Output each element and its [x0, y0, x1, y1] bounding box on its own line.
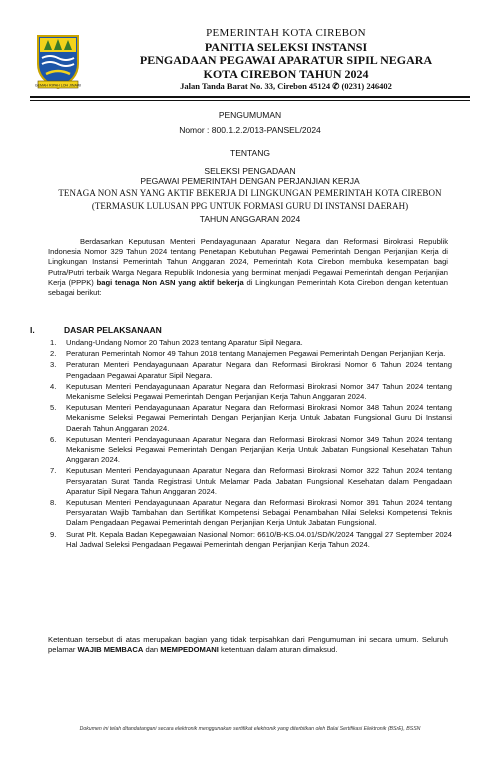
announcement-number: Nomor : 800.1.2.2/013-PANSEL/2024 — [179, 125, 321, 135]
list-item: 1. Undang-Undang Nomor 20 Tahun 2023 tentang Aparatur Sipil Negara. — [50, 338, 303, 347]
list-item: 2. Peraturan Pemerintah Nomor 49 Tahun 2018 tentang Manajemen Pegawai Pemerintah Dengan Perjanjian Kerja. — [50, 349, 446, 359]
svg-text:GEMAH RIPAH LOH JINAWI: GEMAH RIPAH LOH JINAWI — [34, 83, 82, 88]
about-label: TENTANG — [230, 148, 270, 158]
subject-line-5: TAHUN ANGGARAN 2024 — [199, 214, 301, 224]
list-item: 5. Keputusan Menteri Pendayagunaan Aparatur Negara dan Reformasi Birokrasi Nomor 348 Tahun 2024 tentang Mekanisme Seleksi Pegawai Pemerintah Dengan Perjanjian Kerja Untuk Jabatan Fungsional Guru Di Instansi Daerah Tahun Anggaran 2024. — [50, 403, 452, 433]
letterhead-city-year: KOTA CIREBON TAHUN 2024 — [203, 67, 369, 81]
subject-line-2: PEGAWAI PEMERINTAH DENGAN PERJANJIAN KERJA — [140, 176, 360, 186]
letterhead-government: PEMERINTAH KOTA CIREBON — [206, 27, 366, 39]
announcement-label: PENGUMUMAN — [218, 110, 282, 120]
subject-line-1: SELEKSI PENGADAAN — [204, 166, 296, 176]
list-item: 9. Surat Plt. Kepala Badan Kepegawaian Nasional Nomor: 6610/B-KS.04.01/SD/K/2024 Tanggal 27 September 2024 Hal Jadwal Seleksi Pengadaan Pegawai Pemerintah dengan Perjanjian Kerja Tahun 2024. — [50, 529, 452, 549]
letterhead-committee: PANITIA SELEKSI INSTANSI — [204, 40, 368, 54]
section-heading — [30, 325, 162, 335]
closing-paragraph: Ketentuan tersebut di atas merupakan bagian yang tidak terpisahkan dari Pengumuman ini secara umum. Seluruh pelamar WAJIB MEMBACA dan MEMPEDOMANI ketentuan dalam aturan dimaksud. — [48, 635, 448, 655]
letterhead-address: Jalan Tanda Barat No. 33, Cirebon 45124 ✆ (0231) 246402 — [180, 81, 392, 91]
letterhead-divider-thick — [30, 96, 470, 98]
section-title: DASAR PELAKSANAAN — [64, 325, 162, 335]
list-item: 6. Keputusan Menteri Pendayagunaan Aparatur Negara dan Reformasi Birokrasi Nomor 349 Tahun 2024 tentang Mekanisme Seleksi Pegawai Pemerintah Dengan Perjanjian Kerja Untuk Jabatan Fungsional Kesehatan Tahun Anggaran 2024. — [50, 434, 452, 465]
intro-paragraph: Berdasarkan Keputusan Menteri Pendayagunaan Aparatur Negara dan Reformasi Birokrasi Republik Indonesia Nomor 329 Tahun 2024 tentang Penetapan Kebutuhan Pegawai Pemerintah Dengan Perjanjian Kerja di Lingkungan Instansi Pemerintah Tahun Anggaran 2024, Pemerintah Kota Cirebon membuka kesempatan bagi Putra/Putri terbaik Warga Negara Republik Indonesia yang berminat menjadi Pegawai Pemerintah dengan Perjanjian Kerja (PPPK) bagi tenaga Non ASN yang aktif bekerja di Lingkungan Pemerintah Kota Cirebon dengan ketentuan sebagai berikut: — [48, 237, 448, 298]
subject-line-4: (TERMASUK LULUSAN PPG UNTUK FORMASI GURU DI INSTANSI DAERAH) — [91, 201, 409, 211]
city-emblem-logo — [34, 30, 82, 90]
list-item: 3. Peraturan Menteri Pendayagunaan Aparatur Negara dan Reformasi Birokrasi Nomor 6 Tahun 2024 tentang Pengadaan Pegawai Aparatur Sipil Negara. — [50, 360, 452, 380]
list-item: 7. Keputusan Menteri Pendayagunaan Aparatur Negara dan Reformasi Birokrasi Nomor 322 Tahun 2024 tentang Persyaratan Surat Tanda Registrasi Untuk Melamar Pada Jabatan Fungsional Kesehatan dalam Pengadaan Aparatur Sipil Negara Tahun Anggaran 2024. — [50, 466, 452, 496]
letterhead-procurement: PENGADAAN PEGAWAI APARATUR SIPIL NEGARA — [139, 53, 433, 67]
electronic-signature-footnote: Dokumen ini telah ditandatangani secara elektronik menggunakan sertifikat elektronik yang diterbitkan oleh Balai Sertifikasi Elektronik (BSrE), BSSN — [79, 726, 421, 732]
subject-line-3: TENAGA NON ASN YANG AKTIF BEKERJA DI LINGKUNGAN PEMERINTAH KOTA CIREBON — [58, 188, 442, 198]
list-item: 8. Keputusan Menteri Pendayagunaan Aparatur Negara dan Reformasi Birokrasi Nomor 391 Tahun 2024 tentang Persyaratan Wajib Tambahan dan Sertifikat Kompetensi Sebagai Penambahan Nilai Seleksi Kompetensi Teknis Dalam Pengadaan Pegawai Pemerintah dengan Perjanjian Kerja Untuk Jabatan Fungsional. — [50, 498, 452, 528]
letterhead-divider-thin — [30, 100, 470, 101]
section-number: I. — [30, 325, 35, 335]
legal-basis-list — [48, 338, 452, 551]
list-item: 4. Keputusan Menteri Pendayagunaan Aparatur Negara dan Reformasi Birokrasi Nomor 347 Tahun 2024 tentang Mekanisme Seleksi Pegawai Pemerintah Dengan Perjanjian Kerja Tahun Anggaran 2024. — [50, 381, 452, 402]
